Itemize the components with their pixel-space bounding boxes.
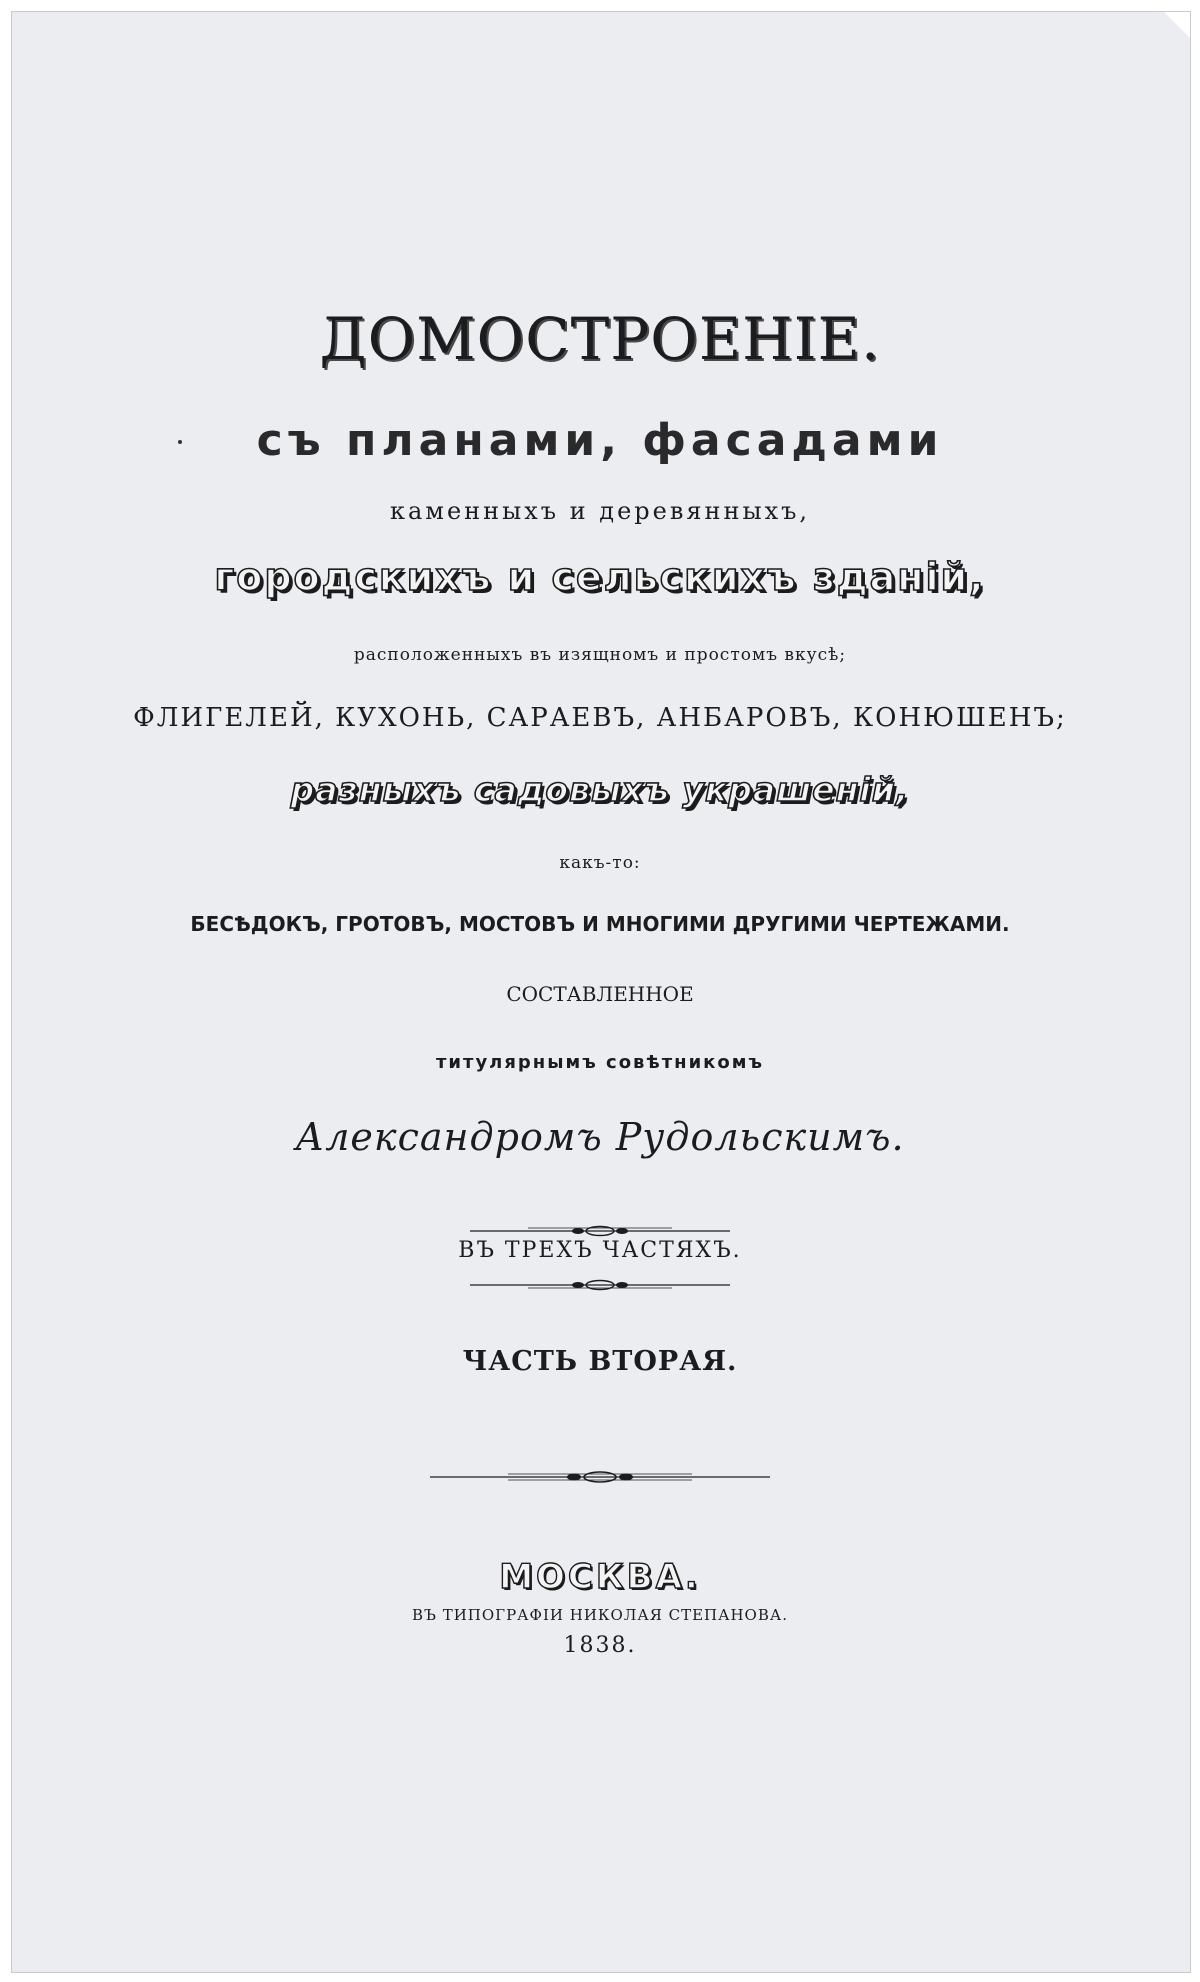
ornamental-rule-lower bbox=[468, 1278, 732, 1292]
subtitle-taste: расположенныхъ въ изящномъ и простомъ вкусѣ; bbox=[353, 645, 847, 665]
parts-count: ВЪ ТРЕХЪ ЧАСТЯХЪ. bbox=[458, 1238, 742, 1263]
author-name: Александромъ Рудольскимъ. bbox=[295, 1115, 905, 1159]
subtitle-garden-ornaments: разныхъ садовыхъ украшеній, bbox=[290, 770, 910, 809]
subtitle-outbuildings: ФЛИГЕЛЕЙ, КУХОНЬ, САРАЕВЪ, АНБАРОВЪ, КОНЮШЕНЪ; bbox=[133, 703, 1067, 733]
subtitle-buildings: городскихъ и сельскихъ зданій, bbox=[214, 555, 986, 599]
folded-corner bbox=[1164, 12, 1190, 38]
imprint-year: 1838. bbox=[563, 1633, 637, 1658]
imprint-printer: ВЪ ТИПОГРАФІИ НИКОЛАЯ СТЕПАНОВА. bbox=[411, 1606, 788, 1624]
ornamental-rule-center bbox=[428, 1469, 772, 1485]
subtitle-plans-facades: съ планами, фасадами bbox=[256, 415, 944, 466]
volume-label: ЧАСТЬ ВТОРАЯ. bbox=[462, 1346, 738, 1377]
subtitle-namely: какъ-то: bbox=[559, 853, 641, 873]
composed-label: СОСТАВЛЕННОЕ bbox=[506, 982, 694, 1006]
imprint-city: МОСКВА. bbox=[499, 1557, 701, 1597]
ornamental-rule-upper bbox=[468, 1224, 732, 1238]
subtitle-pavilions: БЕСѢДОКЪ, ГРОТОВЪ, МОСТОВЪ И МНОГИМИ ДРУГИМИ ЧЕРТЕЖАМИ. bbox=[190, 912, 1010, 936]
author-rank: титулярнымъ совѣтникомъ bbox=[435, 1052, 765, 1073]
subtitle-materials: каменныхъ и деревянныхъ, bbox=[389, 497, 811, 525]
book-title: ДОМОСТРОЕНІЕ. bbox=[319, 305, 881, 373]
